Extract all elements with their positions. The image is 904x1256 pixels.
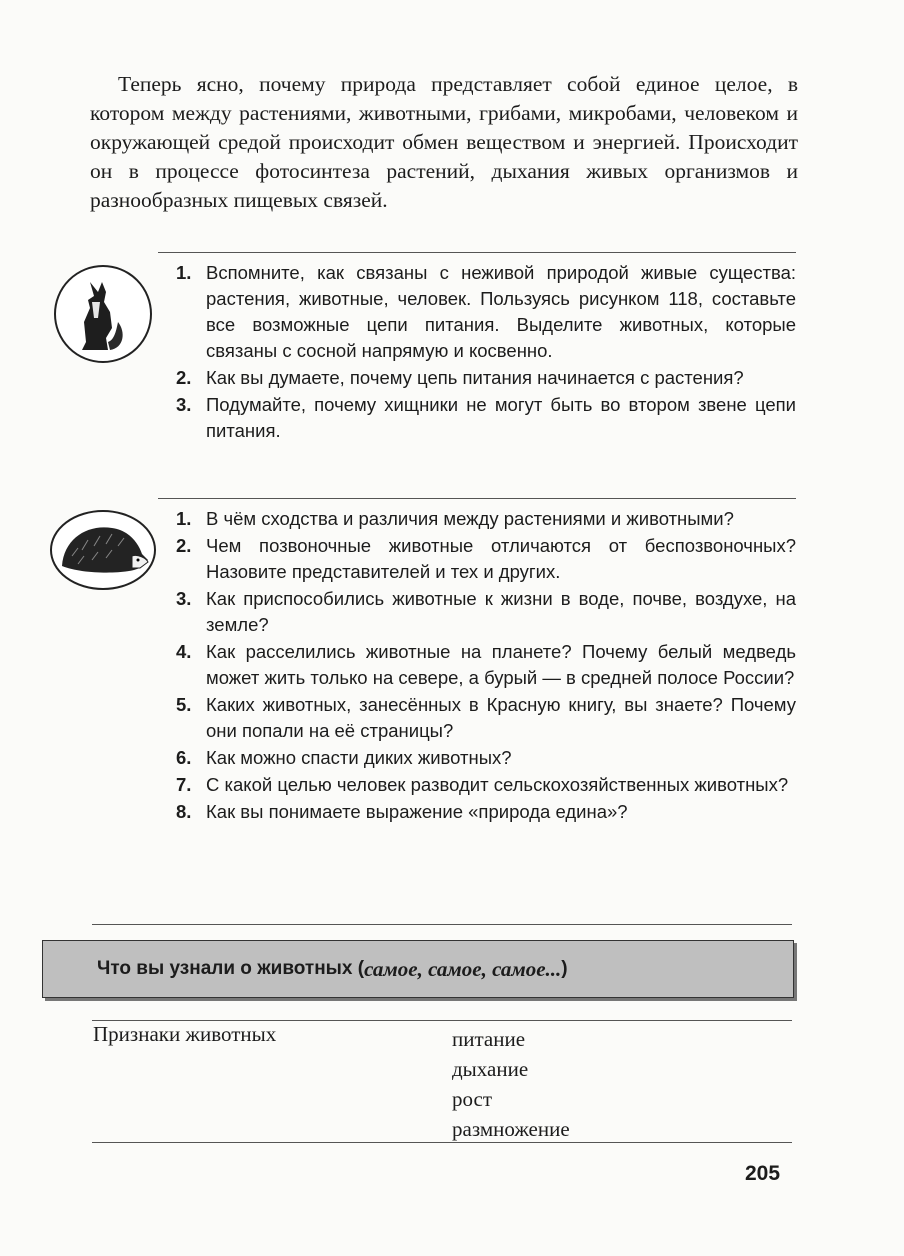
question-number: 3. [176,588,192,609]
divider-middle [158,498,796,499]
features-list [452,1024,570,1144]
list-item [176,506,796,532]
list-item: рост [452,1087,493,1111]
list-item [176,745,796,771]
questions-list-1 [176,260,796,445]
question-number: 2. [176,367,192,388]
summary-heading-box [42,940,794,998]
question-number: 5. [176,694,192,715]
list-item [176,586,796,638]
questions-list-2 [176,506,796,826]
list-item [176,392,796,444]
list-item [176,365,796,391]
question-number: 2. [176,535,192,556]
list-item: размножение [452,1117,570,1141]
page-number: 205 [745,1162,781,1185]
list-item [176,639,796,691]
question-text: Как расселились животные на планете? Почему белый медведь может жить только на севере, а бурый — в средней полосе России? [206,641,796,688]
question-text: В чём сходства и различия между растениями и животными? [206,508,734,529]
question-text: Как можно спасти диких животных? [206,747,512,768]
divider-features-bottom [92,1142,792,1143]
question-text: Как вы думаете, почему цепь питания начинается с растения? [206,367,744,388]
list-item [176,692,796,744]
list-item [176,772,796,798]
hedgehog-icon [48,508,158,592]
divider-features-top [92,1020,792,1021]
question-number: 3. [176,394,192,415]
list-item: питание [452,1027,526,1051]
question-number: 1. [176,508,192,529]
features-label: Признаки животных [93,1022,277,1046]
list-item [176,799,796,825]
divider-bottom [92,924,792,925]
list-item [176,260,796,364]
question-text: С какой целью человек разводит сельскохозяйственных животных? [206,774,789,795]
question-number: 7. [176,774,192,795]
list-item [176,533,796,585]
summary-title-end: ) [561,958,568,979]
question-number: 4. [176,641,192,662]
summary-title: Что вы узнали о животных ( [97,958,365,979]
question-text: Вспомните, как связаны с неживой природой живые существа: растения, животные, человек. Пользуясь рисунком 118, составьте все возможные цепи питания. Выделите животных, которые связаны с сосной напрямую и косвенно. [206,262,796,361]
question-number: 6. [176,747,192,768]
question-text: Подумайте, почему хищники не могут быть во втором звене цепи питания. [206,394,796,441]
question-text: Как приспособились животные к жизни в воде, почве, воздухе, на земле? [206,588,796,635]
question-text: Чем позвоночные животные отличаются от беспозвоночных? Назовите представителей и тех и других. [206,535,796,582]
list-item: дыхание [452,1057,529,1081]
question-number: 1. [176,262,192,283]
question-text: Каких животных, занесённых в Красную книгу, вы знаете? Почему они попали на её страницы? [206,694,796,741]
question-number: 8. [176,801,192,822]
question-text: Как вы понимаете выражение «природа едина»? [206,801,628,822]
summary-title-italic: самое, самое, самое... [364,956,562,981]
fox-icon [52,262,154,366]
intro-paragraph: Теперь ясно, почему природа представляет собой единое целое, в котором между растениями, животными, грибами, микробами, человеком и окружающей средой происходит обмен веществом и энергией. Происходит он в процессе фотосинтеза растений, дыхания живых организмов и разнообразных пищевых связей. [90,72,798,212]
divider-top [158,252,796,253]
